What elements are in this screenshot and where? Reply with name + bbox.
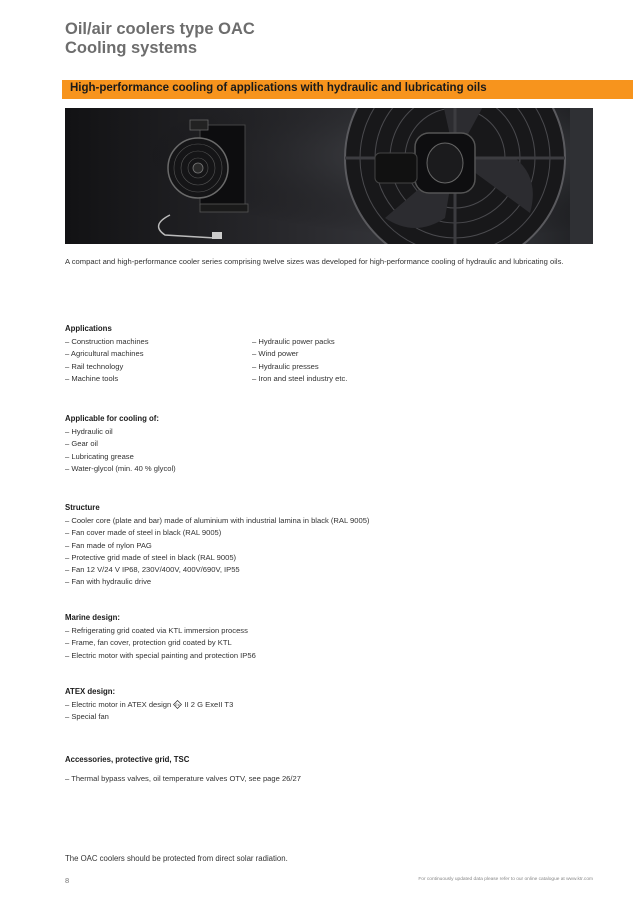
oil-air-cooler-photo-icon	[65, 108, 593, 244]
intro-paragraph: A compact and high-performance cooler series comprising twelve sizes was developed for high-performance cooling of hydraulic and lubricating oils.	[65, 257, 564, 266]
list-item: – Wind power	[252, 349, 299, 359]
list-item: – Iron and steel industry etc.	[252, 373, 348, 383]
section-banner	[62, 80, 633, 99]
structure-list	[65, 515, 369, 589]
applications-list-left	[65, 336, 252, 385]
list-item: – Machine tools	[65, 373, 119, 383]
title-line-2: Cooling systems	[65, 39, 198, 57]
list-item: – Agricultural machines	[65, 349, 144, 359]
cooling-heading: Applicable for cooling of:	[65, 414, 159, 423]
list-item: – Water-glycol (min. 40 % glycol)	[65, 463, 176, 473]
atex-item-prefix: – Electric motor in ATEX design	[65, 700, 172, 709]
list-item: – Special fan	[65, 712, 109, 722]
list-item: – Thermal bypass valves, oil temperature valves OTV, see page 26/27	[65, 774, 301, 783]
svg-text:Ex: Ex	[175, 702, 181, 707]
marine-list	[65, 625, 256, 662]
accessories-list	[65, 773, 301, 785]
structure-heading: Structure	[65, 503, 100, 512]
accessories-section	[65, 754, 301, 785]
applications-section	[65, 323, 347, 385]
marine-heading: Marine design:	[65, 613, 121, 622]
list-item: – Construction machines	[65, 337, 149, 346]
list-item: – Frame, fan cover, protection grid coated by KTL	[65, 638, 232, 648]
list-item: – Fan made of nylon PAG	[65, 540, 152, 550]
applications-heading: Applications	[65, 324, 112, 333]
page-title	[65, 20, 255, 58]
title-line-1: Oil/air coolers type OAC	[65, 20, 255, 38]
list-item: – Rail technology	[65, 361, 124, 371]
list-item: – Protective grid made of steel in black (RAL 9005)	[65, 552, 237, 562]
list-item: – Fan with hydraulic drive	[65, 577, 152, 587]
list-item: – Hydraulic power packs	[252, 337, 335, 346]
footer-note: The OAC coolers should be protected from direct solar radiation.	[65, 854, 288, 863]
list-item: – Fan 12 V/24 V IP68, 230V/400V, 400V/690V, IP55	[65, 565, 240, 575]
page-number: 8	[65, 876, 70, 885]
list-item: – Fan cover made of steel in black (RAL 9005)	[65, 528, 222, 538]
list-item: – Refrigerating grid coated via KTL immersion process	[65, 626, 248, 635]
applications-list-right	[252, 336, 347, 385]
list-item	[65, 699, 233, 711]
marine-section	[65, 612, 256, 662]
cooling-list	[65, 426, 176, 475]
atex-heading: ATEX design:	[65, 687, 116, 696]
online-catalogue-note: For continuously updated data please refer to our online catalogue at www.ktr.com	[418, 877, 593, 882]
list-item: – Hydraulic oil	[65, 427, 113, 436]
ex-explosion-protection-icon	[173, 700, 182, 709]
list-item: – Lubricating grease	[65, 451, 134, 461]
list-item: – Cooler core (plate and bar) made of aluminium with industrial lamina in black (RAL 9005)	[65, 516, 370, 525]
structure-section	[65, 502, 369, 589]
list-item: – Gear oil	[65, 439, 98, 449]
list-item: – Hydraulic presses	[252, 361, 319, 371]
cooling-section	[65, 413, 176, 475]
accessories-heading: Accessories, protective grid, TSC	[65, 755, 190, 764]
list-item: – Electric motor with special painting and protection IP56	[65, 650, 256, 660]
banner-text: High-performance cooling of applications with hydraulic and lubricating oils	[70, 82, 487, 94]
atex-section	[65, 686, 233, 724]
atex-list	[65, 699, 233, 724]
product-photo	[65, 108, 593, 244]
atex-item-suffix: II 2 G ExeII T3	[184, 700, 234, 709]
